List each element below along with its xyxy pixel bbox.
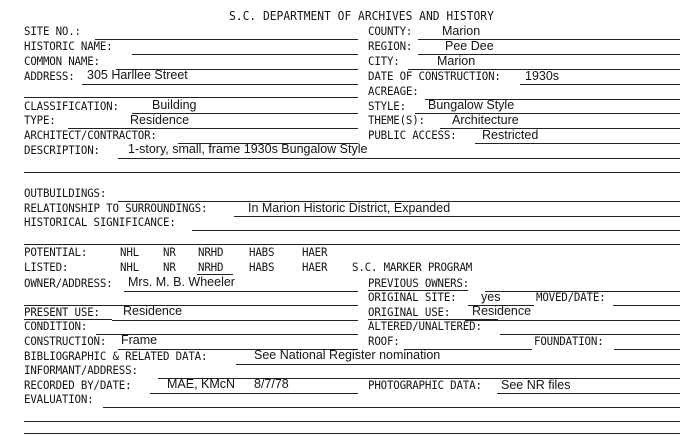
date-of-construction-value: 1930s <box>525 69 560 83</box>
acreage-label: ACREAGE: <box>368 84 419 98</box>
relationship-field[interactable] <box>234 216 680 217</box>
owner-value: Mrs. M. B. Wheeler <box>128 275 235 289</box>
potential-nhl[interactable]: NHL <box>120 245 139 259</box>
listed-nrhd[interactable]: NRHD <box>198 260 224 274</box>
significance-field[interactable] <box>192 230 680 231</box>
architect-label: ARCHITECT/CONTRACTOR: <box>24 128 157 142</box>
photographic-field[interactable] <box>497 393 680 394</box>
potential-haer[interactable]: HAER <box>302 245 328 259</box>
potential-label: POTENTIAL: <box>24 245 88 259</box>
themes-field[interactable] <box>440 128 680 129</box>
city-label: CITY: <box>368 54 400 68</box>
significance-label: HISTORICAL SIGNIFICANCE: <box>24 215 176 229</box>
original-site-value: yes <box>481 290 501 304</box>
moved-date-label: MOVED/DATE: <box>536 290 606 304</box>
public-access-field[interactable] <box>475 143 680 144</box>
recorded-date-value: 8/7/78 <box>254 377 289 391</box>
outbuildings-label: OUTBUILDINGS: <box>24 186 107 200</box>
foundation-label: FOUNDATION: <box>534 334 604 348</box>
relationship-value: In Marion Historic District, Expanded <box>248 201 451 215</box>
potential-nr[interactable]: NR <box>163 245 176 259</box>
foundation-field[interactable] <box>614 349 680 350</box>
site-no-label: SITE NO.: <box>24 24 81 38</box>
bibliographic-value: See National Register nomination <box>254 348 441 362</box>
evaluation-label: EVALUATION: <box>24 392 94 406</box>
construction-label: CONSTRUCTION: <box>24 334 107 348</box>
evaluation-field[interactable] <box>103 407 680 408</box>
style-label: STYLE: <box>368 99 406 113</box>
evaluation-line-2[interactable] <box>24 421 680 422</box>
owner-field[interactable] <box>124 291 358 292</box>
roof-label: ROOF: <box>368 334 400 348</box>
bibliographic-field[interactable] <box>236 364 680 365</box>
county-value: Marion <box>442 24 481 38</box>
original-use-value: Residence <box>472 304 532 318</box>
city-value: Marion <box>437 54 476 68</box>
form-title: S.C. DEPARTMENT OF ARCHIVES AND HISTORY <box>229 9 494 23</box>
listed-label: LISTED: <box>24 260 69 274</box>
recorded-by-field[interactable] <box>150 393 358 394</box>
photographic-value: See NR files <box>501 378 571 392</box>
type-value: Residence <box>130 113 190 127</box>
marker-program-label: S.C. MARKER PROGRAM <box>352 260 473 274</box>
evaluation-line-3[interactable] <box>24 433 680 434</box>
informant-label: INFORMANT/ADDRESS: <box>24 363 138 377</box>
listed-nr[interactable]: NR <box>163 260 176 274</box>
listed-haer[interactable]: HAER <box>302 260 328 274</box>
recorded-by-value: MAE, KMcN <box>167 377 236 391</box>
description-field[interactable] <box>118 158 680 159</box>
owner-label: OWNER/ADDRESS: <box>24 276 113 290</box>
historic-name-label: HISTORIC NAME: <box>24 39 113 53</box>
description-label: DESCRIPTION: <box>24 143 100 157</box>
potential-nrhd[interactable]: NRHD <box>198 245 224 259</box>
address-field[interactable] <box>82 84 358 85</box>
date-of-construction-label: DATE OF CONSTRUCTION: <box>368 69 501 83</box>
themes-value: Architecture <box>452 113 519 127</box>
public-access-value: Restricted <box>482 128 539 142</box>
type-label: TYPE: <box>24 113 56 127</box>
moved-date-field[interactable] <box>613 305 680 306</box>
previous-owners-label: PREVIOUS OWNERS: <box>368 276 470 290</box>
county-label: COUNTY: <box>368 24 413 38</box>
address-label: ADDRESS: <box>24 69 75 83</box>
altered-label: ALTERED/UNALTERED: <box>368 319 482 333</box>
altered-overline <box>368 319 498 320</box>
listed-nhl[interactable]: NHL <box>120 260 139 274</box>
historic-name-field[interactable] <box>132 54 358 55</box>
original-site-overline <box>368 290 468 291</box>
address-value: 305 Harllee Street <box>87 68 188 82</box>
condition-label: CONDITION: <box>24 319 88 333</box>
public-access-label: PUBLIC ACCESS: <box>368 128 457 142</box>
present-use-label: PRESENT USE: <box>24 305 100 319</box>
style-value: Bungalow Style <box>428 98 515 112</box>
region-value: Pee Dee <box>445 39 494 53</box>
present-use-value: Residence <box>123 304 183 318</box>
present-use-field[interactable] <box>112 320 358 321</box>
original-site-label: ORIGINAL SITE: <box>368 290 457 304</box>
themes-label: THEME(S): <box>368 113 425 127</box>
common-name-label: COMMON NAME: <box>24 54 100 68</box>
photographic-label: PHOTOGRAPHIC DATA: <box>368 378 482 392</box>
site-no-field[interactable] <box>95 39 358 40</box>
construction-value: Frame <box>121 333 158 347</box>
description-value: 1-story, small, frame 1930s Bungalow Style <box>128 142 368 156</box>
original-use-label: ORIGINAL USE: <box>368 305 451 319</box>
potential-habs[interactable]: HABS <box>249 245 275 259</box>
classification-label: CLASSIFICATION: <box>24 99 119 113</box>
relationship-label: RELATIONSHIP TO SURROUNDINGS: <box>24 201 208 215</box>
original-use-field[interactable] <box>465 320 680 321</box>
date-of-construction-field[interactable] <box>520 84 680 85</box>
recorded-by-label: RECORDED BY/DATE: <box>24 378 132 392</box>
classification-value: Building <box>152 98 197 112</box>
description-line-2[interactable] <box>24 172 680 173</box>
bibliographic-label: BIBLIOGRAPHIC & RELATED DATA: <box>24 349 208 363</box>
region-label: REGION: <box>368 39 413 53</box>
listed-habs[interactable]: HABS <box>249 260 275 274</box>
